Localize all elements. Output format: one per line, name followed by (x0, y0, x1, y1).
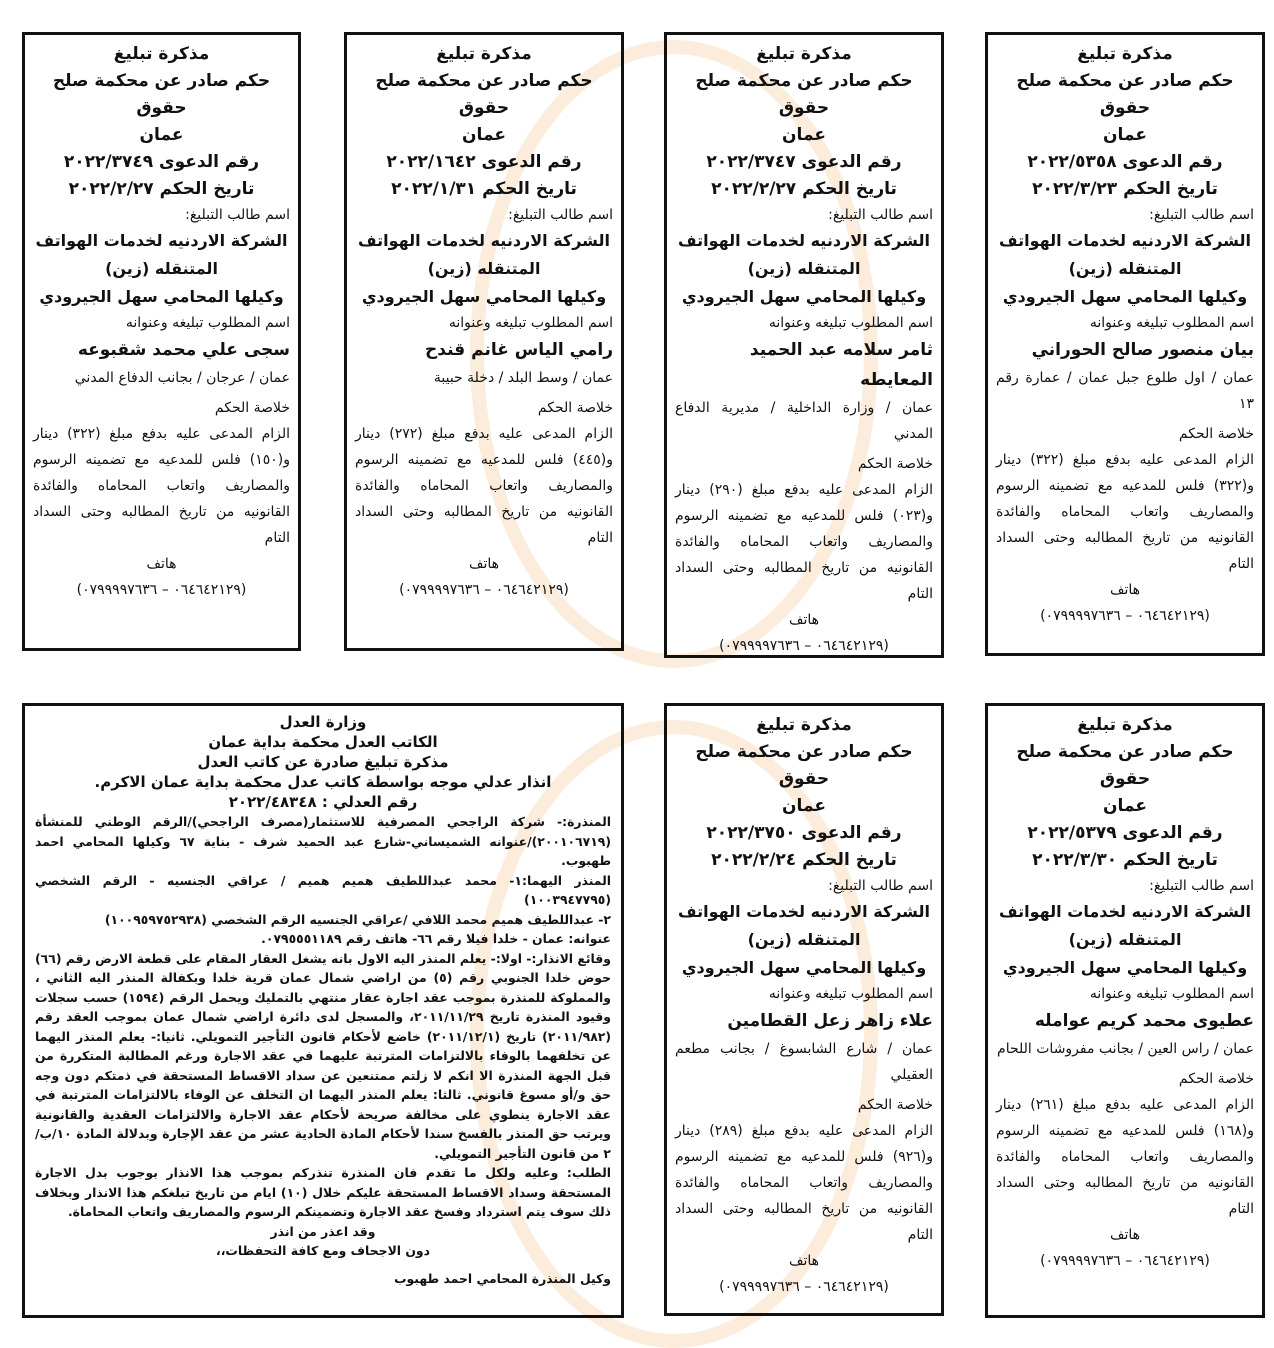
requester-company: الشركة الاردنيه لخدمات الهواتف (678, 231, 930, 250)
phone-label: هاتف (788, 612, 820, 628)
notice-title: مذكرة تبليغ (113, 44, 210, 64)
requester-company: المتنقله (زين) (1068, 930, 1182, 949)
notice-heading: انذار عدلي موجه بواسطة كاتب عدل محكمة بداية عمان الاكرم. (94, 773, 552, 791)
requester-agent: وكيلها المحامي سهل الجيرودي (681, 958, 927, 977)
notice-heading: الكاتب العدل محكمة بداية عمان (208, 733, 438, 751)
target-address: عمان / اول طلوع جبل عمان / عمارة رقم ١٣ (996, 370, 1254, 412)
target-label: اسم المطلوب تبليغه وعنوانه (1089, 986, 1254, 1002)
judgment-text: الزام المدعى عليه بدفع مبلغ (٣٢٢) دينار و(١٥٠) فلس للمدعيه مع تضمينه الرسوم والمصاريف واتعاب المحاماه والفائدة القانونيه من تاريخ المطالبه وحتى السداد التام (33, 426, 291, 546)
target-label: اسم المطلوب تبليغه وعنوانه (125, 315, 290, 331)
case-number: رقم الدعوى ٢٠٢٢/٣٧٥٠ (706, 823, 902, 843)
notice-heading: وزارة العدل (279, 713, 367, 731)
target-name: علاء زاهر زعل القطامين (727, 1011, 933, 1031)
notice-title: مذكرة تبليغ (756, 44, 852, 64)
requester-company: المتنقله (زين) (747, 259, 861, 278)
requester-company: المتنقله (زين) (427, 259, 541, 278)
notice-paragraph: المنذرة:- شركة الراجحي المصرفية للاستثمار(مصرف الراجحي)/الرقم الوطني للمنشأة (٢٠٠١٠٦٧١٩)/عنوانه الشميساني-شارع عبد الحميد شرف - بناية ٦٧ وكيلها المحامي احمد طهبوب. (35, 814, 612, 868)
phone-label: هاتف (468, 556, 500, 572)
target-name: سجى علي محمد شقبوعه (77, 340, 290, 360)
target-name: ثامر سلامه عبد الحميد المعايطه (749, 340, 933, 390)
verdict-date: تاريخ الحكم ٢٠٢٢/١/٣١ (391, 179, 577, 199)
requester-company: الشركة الاردنيه لخدمات الهواتف (678, 902, 930, 921)
case-number: رقم الدعوى ٢٠٢٢/٥٣٧٩ (1027, 823, 1223, 843)
requester-label: اسم طالب التبليغ: (828, 207, 933, 223)
target-label: اسم المطلوب تبليغه وعنوانه (768, 986, 933, 1002)
phone-numbers: (٠٦٤٦٤٢١٢٩ – ٠٧٩٩٩٩٧٦٣٦) (1040, 608, 1210, 624)
notice-paragraph: عنوانه: عمان - خلدا فيلا رقم ٦٦- هاتف رقم ٠٧٩٥٥٥١١٨٩. (261, 931, 611, 946)
case-number: رقم الدعوى ٢٠٢٢/٣٧٤٩ (63, 152, 260, 172)
court-notice (22, 32, 301, 651)
requester-agent: وكيلها المحامي سهل الجيرودي (39, 287, 284, 306)
judgment-text: الزام المدعى عليه بدفع مبلغ (٢٨٩) دينار و(٩٢٦) فلس للمدعيه مع تضمينه الرسوم والمصاريف واتعاب المحاماه والفائدة القانونيه من تاريخ المطالبه وحتى السداد التام (675, 1123, 933, 1243)
city-line: عمان (1103, 796, 1147, 816)
summary-label: خلاصة الحكم (857, 1097, 933, 1113)
target-name: رامي الياس غانم قندح (425, 340, 613, 360)
target-name: عطيوى محمد كريم عوامله (1034, 1011, 1254, 1031)
target-address: عمان / وسط البلد / دخلة حبيبة (433, 370, 613, 386)
verdict-date: تاريخ الحكم ٢٠٢٢/٢/٢٧ (68, 179, 255, 199)
case-number: رقم الدعوى ٢٠٢٢/١٦٤٢ (386, 152, 582, 172)
court-line: حكم صادر عن محكمة صلح حقوق (695, 71, 913, 118)
city-line: عمان (1103, 125, 1147, 145)
requester-company: المتنقله (زين) (105, 259, 218, 278)
target-address: عمان / عرجان / بجانب الدفاع المدني (74, 370, 290, 386)
notice-closing: وقد اعذر من انذر (270, 1223, 376, 1239)
notice-title: مذكرة تبليغ (436, 44, 532, 64)
court-notice (664, 703, 944, 1316)
verdict-date: تاريخ الحكم ٢٠٢٢/٢/٢٤ (711, 850, 897, 870)
court-line: حكم صادر عن محكمة صلح حقوق (52, 71, 271, 118)
requester-company: المتنقله (زين) (747, 930, 861, 949)
verdict-date: تاريخ الحكم ٢٠٢٢/٣/٣٠ (1032, 850, 1218, 870)
city-line: عمان (782, 796, 826, 816)
case-number: رقم الدعوى ٢٠٢٢/٣٧٤٧ (706, 152, 902, 172)
phone-numbers: (٠٦٤٦٤٢١٢٩ – ٠٧٩٩٩٩٧٦٣٦) (719, 1279, 889, 1295)
case-number: رقم الدعوى ٢٠٢٢/٥٣٥٨ (1027, 152, 1223, 172)
phone-label: هاتف (1109, 1227, 1141, 1243)
court-notice (664, 32, 944, 658)
justice-notice (22, 703, 624, 1318)
city-line: عمان (782, 125, 826, 145)
requester-agent: وكيلها المحامي سهل الجيرودي (681, 287, 927, 306)
target-address: عمان / وزارة الداخلية / مديرية الدفاع المدني (675, 400, 933, 442)
summary-label: خلاصة الحكم (857, 456, 933, 472)
notice-paragraph: ٢- عبداللطيف هميم محمد اللافي /عراقي الجنسيه الرقم الشخصي (١٠٠٩٥٩٧٥٢٩٣٨) (104, 911, 611, 927)
notice-closing: دون الاجحاف ومع كافة التحفظات،، (216, 1243, 430, 1258)
phone-numbers: (٠٦٤٦٤٢١٢٩ – ٠٧٩٩٩٩٧٦٣٦) (399, 582, 569, 598)
requester-label: اسم طالب التبليغ: (185, 207, 290, 223)
phone-numbers: (٠٦٤٦٤٢١٢٩ – ٠٧٩٩٩٩٧٦٣٦) (1040, 1253, 1210, 1269)
notice-number: رقم العدلي : ٢٠٢٢/٤٨٣٤٨ (228, 793, 418, 811)
summary-label: خلاصة الحكم (1178, 1071, 1254, 1087)
summary-label: خلاصة الحكم (214, 400, 290, 416)
court-line: حكم صادر عن محكمة صلح حقوق (1016, 71, 1234, 118)
notice-heading: مذكرة تبليغ صادرة عن كاتب العدل (197, 753, 449, 771)
court-line: حكم صادر عن محكمة صلح حقوق (375, 71, 593, 118)
verdict-date: تاريخ الحكم ٢٠٢٢/٣/٢٣ (1032, 179, 1218, 199)
target-label: اسم المطلوب تبليغه وعنوانه (768, 315, 933, 331)
notice-title: مذكرة تبليغ (1077, 44, 1173, 64)
target-address: عمان / راس العين / بجانب مفروشات اللحام (997, 1041, 1254, 1057)
judgment-text: الزام المدعى عليه بدفع مبلغ (٢٩٠) دينار و(٠٢٣) فلس للمدعيه مع تضمينه الرسوم والمصاريف واتعاب المحاماه والفائدة القانونيه من تاريخ المطالبه وحتى السداد التام (675, 482, 933, 602)
phone-numbers: (٠٦٤٦٤٢١٢٩ – ٠٧٩٩٩٩٧٦٣٦) (76, 582, 247, 598)
city-line: عمان (139, 125, 184, 145)
requester-agent: وكيلها المحامي سهل الجيرودي (1002, 958, 1248, 977)
phone-label: هاتف (1109, 582, 1141, 598)
notice-paragraph: المنذر اليهما:١- محمد عبداللطيف هميم هميم / عراقي الجنسيه - الرقم الشخصي (١٠٠٣٩٤٧٧٩٥) (35, 872, 611, 907)
verdict-date: تاريخ الحكم ٢٠٢٢/٢/٢٧ (711, 179, 897, 199)
court-notice (344, 32, 624, 651)
requester-agent: وكيلها المحامي سهل الجيرودي (361, 287, 607, 306)
requester-label: اسم طالب التبليغ: (1149, 207, 1254, 223)
requester-label: اسم طالب التبليغ: (1149, 878, 1254, 894)
requester-company: الشركة الاردنيه لخدمات الهواتف (358, 231, 610, 250)
notice-paragraph: الطلب: وعليه ولكل ما تقدم فان المنذرة تنذركم بموجب هذا الانذار بوجوب بدل الاجارة المستحقة وسداد الاقساط المستحقة عليكم خلال (١٠) ايام من تاريخ تبلغكم هذا الانذار وبخلاف ذلك سوف يتم استرداد وفسخ عقد الاجارة وتضمينكم الرسوم والمصاريف واتعاب المحاماة. (35, 1165, 611, 1219)
phone-label: هاتف (788, 1253, 820, 1269)
summary-label: خلاصة الحكم (1178, 426, 1254, 442)
city-line: عمان (462, 125, 506, 145)
target-label: اسم المطلوب تبليغه وعنوانه (448, 315, 613, 331)
phone-numbers: (٠٦٤٦٤٢١٢٩ – ٠٧٩٩٩٩٧٦٣٦) (719, 638, 889, 654)
requester-label: اسم طالب التبليغ: (508, 207, 613, 223)
requester-agent: وكيلها المحامي سهل الجيرودي (1002, 287, 1248, 306)
judgment-text: الزام المدعى عليه بدفع مبلغ (٢٧٢) دينار و(٤٤٥) فلس للمدعيه مع تضمينه الرسوم والمصاريف واتعاب المحاماه والفائدة القانونيه من تاريخ المطالبه وحتى السداد التام (355, 426, 613, 546)
target-address: عمان / شارع الشابسوغ / بجانب مطعم العقيلي (675, 1041, 933, 1083)
court-notice (985, 32, 1265, 656)
requester-company: الشركة الاردنيه لخدمات الهواتف (35, 231, 288, 250)
notice-title: مذكرة تبليغ (756, 715, 852, 735)
summary-label: خلاصة الحكم (537, 400, 613, 416)
notice-title: مذكرة تبليغ (1077, 715, 1173, 735)
requester-company: الشركة الاردنيه لخدمات الهواتف (999, 902, 1251, 921)
requester-company: الشركة الاردنيه لخدمات الهواتف (999, 231, 1251, 250)
judgment-text: الزام المدعى عليه بدفع مبلغ (٣٢٢) دينار و(٣٢٢) فلس للمدعيه مع تضمينه الرسوم والمصاريف واتعاب المحاماه والفائدة القانونيه من تاريخ المطالبه وحتى السداد التام (996, 452, 1254, 572)
court-line: حكم صادر عن محكمة صلح حقوق (695, 742, 913, 789)
requester-label: اسم طالب التبليغ: (828, 878, 933, 894)
phone-label: هاتف (146, 556, 177, 572)
notice-signature: وكيل المنذرة المحامي احمد طهبوب (394, 1270, 611, 1286)
target-name: بيان منصور صالح الحوراني (1031, 340, 1254, 360)
target-label: اسم المطلوب تبليغه وعنوانه (1089, 315, 1254, 331)
court-notice (985, 703, 1265, 1318)
judgment-text: الزام المدعى عليه بدفع مبلغ (٢٦١) دينار و(١٦٨) فلس للمدعيه مع تضمينه الرسوم والمصاريف واتعاب المحاماه والفائدة القانونيه من تاريخ المطالبه وحتى السداد التام (996, 1097, 1254, 1217)
court-line: حكم صادر عن محكمة صلح حقوق (1016, 742, 1234, 789)
requester-company: المتنقله (زين) (1068, 259, 1182, 278)
notice-paragraph: وقائع الانذار:- اولا:- يعلم المنذر اليه الاول بانه يشغل العقار المقام على قطعة الارض رقم (٦٦) حوض خلدا الجنوبي رقم (٥) من اراضي شمال عمان قرية خلدا وبكفالة المنذر اليه الثاني ، والمملوكة للمنذرة بموجب عقد اجارة عقار منتهي بالتمليك ويحمل الرقم (١٥٩٤) حسب سجلات وقيود المنذرة تاريخ ٢٠١١/١١/٢٩، والمسجل لدى دائرة اراضي شمال عمان بموجب العقد رقم (٢٠١١/٩٨٢) تاريخ (٢٠١١/١٢/١) خاضع لأحكام قانون التأجير التمويلي. ثانيا:- يعلم المنذر اليهما عن تخلفهما بالوفاء بالالتزامات المترتبة عليهما في عقد الاجارة ورغم المطالبة المتكررة من قبل الجهة المنذرة الا انكم لا زلتم ممتنعين عن سداد الاقساط المستحقة في ذمتكم دون وجه حق و/أو مسوغ قانوني. ثالثا: يعلم المنذر اليهما ان التخلف عن الوفاء بالالتزامات المترتبة في عقد الاجارة ينطوي على مخالفة صريحة لأحكام عقد الاجارة والالتزامات العقدية والقانونية ويرتب حق المنذر بالفسخ سندا لأحكام المادة الحادية عشر من عقد الإجارة وبدلالة المادة ١٠/ب/٢ من قانون التأجير التمويلي. (35, 950, 612, 1161)
